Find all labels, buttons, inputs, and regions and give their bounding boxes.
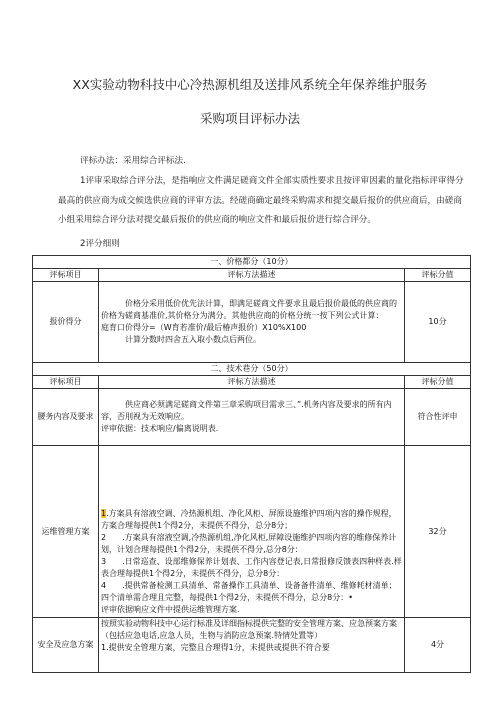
document-title-line1: XX实验动物科技中心冷热源机组及送排风系统全年保养维护服务: [72, 77, 428, 92]
document-title-line2: 采购项目评标办法: [199, 111, 300, 126]
method-service: [99, 389, 405, 446]
service-method-text: 供应商必须满足磋商文件第三章采购项目需求三、”.机务内容及要求的所有内容，否刖视为无效响应。: [101, 400, 392, 421]
table-row-service: [33, 389, 471, 446]
item-price: 报价得分: [33, 282, 99, 363]
table-row-safety: [33, 618, 471, 673]
price-method-text: 价格分采用低价优先法计算，即满足磋商文件要求且最后报价最低的供应商的价格为磋商基准价,其价格分为满分。其他供应商的价格分统一按下列公式计算：: [101, 299, 397, 320]
ops-criterion-1-text: .方案具有溶液空调、冷热源机组、净化风柜、屏原设施维护四项内容的操作规程，方案合理每提供1个得2分，未提供不得分，总分8分；: [101, 509, 397, 530]
item-service: 腰务内容及要求: [33, 389, 99, 446]
scoring-details-heading: 2评分细则: [80, 239, 120, 249]
safety-method-text: 按照实验动物科技中心运行标准及详细指标提供完整的安全管理方案、应急预案方案（包括应急电话,应急人员，生物与消防应急预案.特情处置等）: [101, 619, 397, 640]
price-formula: 庭育口价得分=（W育若准价/最后椿声报价）X10%X100: [101, 323, 307, 332]
evaluation-method-paragraph: 1评审采取综合评分法，是指响应文件满足磋商文件全部实质性要求且按评审因素的量化指标评审得分最高的供应商为成交候选供应商的评审方法。经磋商确定最终采购需求和提交最后报价的供应商后，由磋商小组采用综合评分法对提交最后报价的供应商的响应文件和最后报价进行综合评分。: [58, 176, 464, 225]
method-price: [99, 282, 405, 363]
ops-criterion-1: [101, 508, 402, 532]
table-row-ops: [33, 446, 471, 618]
ops-criterion-4: 4 .提供常备检测工具清单、常备操作工具清单、设备备件清单、维修耗材清单；四个清单需合理且完整，每提供1个得2分，未提供不得分，总分8分：•: [101, 581, 397, 602]
safety-criterion-1: 1.提供安全管理方案，完整且合理得1分，未提供或提供不符合要: [101, 643, 330, 652]
section-row-price: [33, 256, 471, 269]
item-ops: 运维管理方案: [33, 446, 99, 618]
score-service: 符合性评申: [405, 389, 471, 446]
ops-criterion-2: 2 .方案具有溶液空调,冷热源机组,净化风柜,屏障设施维护四项内容的维修保养计划，计划合理每提供1个得2分，未提供不得分,总分8分：: [101, 533, 397, 554]
header-item-2: 评标项目: [33, 376, 99, 389]
table-header-row: [33, 269, 471, 282]
ops-basis: 评审依据响应文件中提供运维管理方案.: [101, 605, 240, 614]
header-method: 评标方法描述: [99, 269, 405, 282]
table-header-row-2: [33, 376, 471, 389]
ops-criterion-3: 3 .日常巡查、设部维修保养计划表、工作内容登记表,日常报修反馈表四种样表.样表合理每提供1个得2分，未提供不得分，总分8分：: [101, 557, 402, 578]
section-title-price: 一、价格都分（10分）: [33, 256, 471, 269]
header-item: 评标项目: [33, 269, 99, 282]
service-basis: 评审依据：技术响应/偏离说明表.: [101, 424, 219, 433]
evaluation-method-line: 评标办法：采用综合评标法.: [80, 156, 186, 166]
table-row-price: [33, 282, 471, 363]
method-ops: [99, 446, 405, 618]
highlight-mark: 1: [101, 509, 107, 518]
scoring-table: [32, 255, 471, 673]
section-title-technical: 二、技术巷分（50分）: [33, 363, 471, 376]
section-row-technical: [33, 363, 471, 376]
score-price: 10分: [405, 282, 471, 363]
score-ops: 32分: [405, 446, 471, 618]
header-method-2: 评标方法描述: [99, 376, 405, 389]
score-safety: 4分: [405, 618, 471, 673]
item-safety: 安全及应急方案: [33, 618, 99, 673]
price-rounding-note: 计算分数时四舍五入取小数点后两位。: [125, 335, 261, 344]
header-score: 评标分值: [405, 269, 471, 282]
method-safety: [99, 618, 405, 673]
header-score-2: 评标分值: [405, 376, 471, 389]
